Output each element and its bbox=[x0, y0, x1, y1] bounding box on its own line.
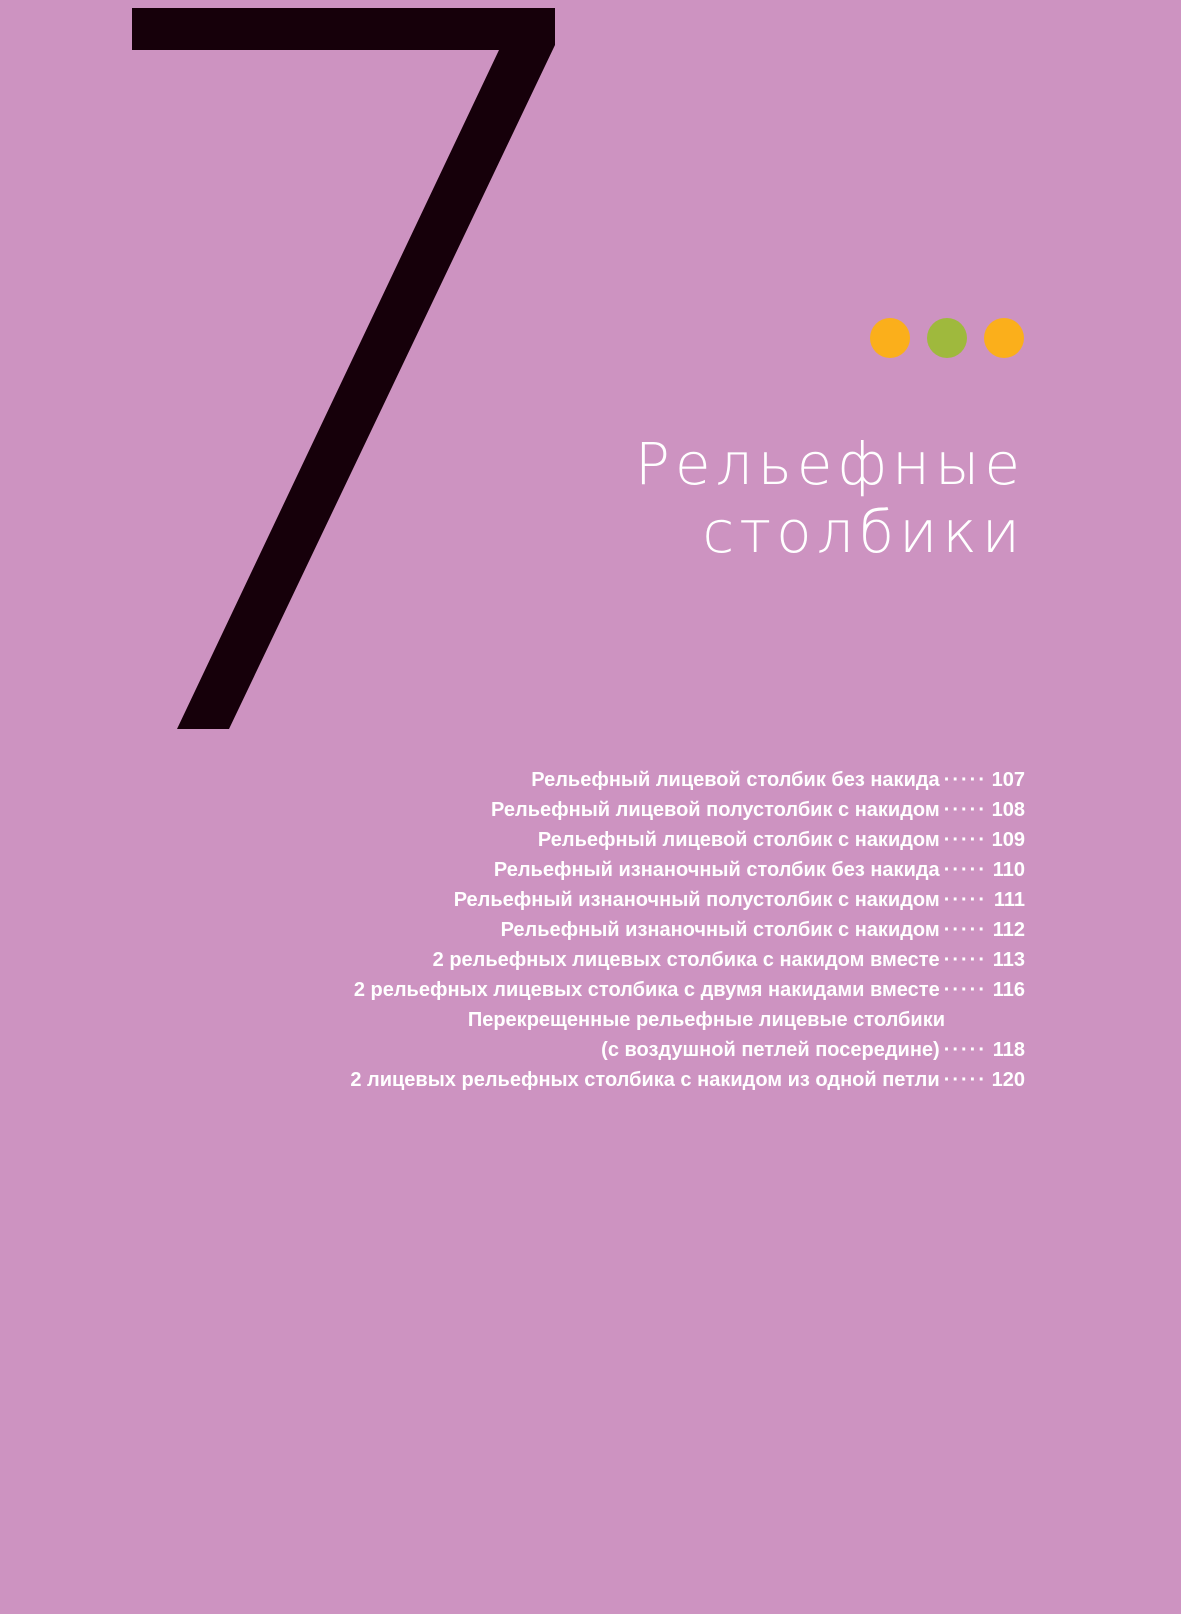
green-dot-icon bbox=[927, 318, 967, 358]
toc-item-title-line-2: (с воздушной петлей посередине) bbox=[601, 1039, 940, 1061]
toc-item[interactable] bbox=[265, 825, 1025, 855]
orange-dot-icon bbox=[870, 318, 910, 358]
toc-item-title: 2 лицевых рельефных столбика с накидом из одной петли bbox=[350, 1069, 940, 1091]
chapter-title-line-2: столбики bbox=[702, 498, 1025, 566]
toc-item[interactable] bbox=[265, 915, 1025, 945]
toc-page-number: 109 bbox=[991, 829, 1025, 851]
toc-item[interactable] bbox=[265, 975, 1025, 1005]
toc-page-number: 113 bbox=[992, 949, 1025, 971]
toc-item-title: 2 рельефных лицевых столбика с двумя накидами вместе bbox=[353, 979, 940, 1001]
toc-item[interactable] bbox=[265, 885, 1025, 915]
toc-page-number: 120 bbox=[991, 1069, 1025, 1091]
toc-item-title: 2 рельефных лицевых столбика с накидом вместе bbox=[432, 949, 940, 971]
toc-item[interactable] bbox=[265, 945, 1025, 975]
toc-leader: ····· bbox=[943, 889, 987, 911]
toc-item-title: Рельефный изнаночный полустолбик с накидом bbox=[453, 889, 940, 911]
orange-dot-icon bbox=[984, 318, 1024, 358]
toc-item-title: Рельефный изнаночный столбик без накида bbox=[493, 859, 940, 881]
toc-item-title: Рельефный лицевой полустолбик с накидом bbox=[491, 799, 940, 821]
toc-leader: ····· bbox=[943, 859, 987, 881]
chapter-title-line-1: Рельефные bbox=[634, 430, 1025, 498]
toc-page-number: 112 bbox=[992, 919, 1025, 941]
toc-item[interactable] bbox=[265, 1005, 1025, 1065]
toc-page-number: 108 bbox=[991, 799, 1025, 821]
toc-item-title: Рельефный лицевой столбик с накидом bbox=[537, 829, 940, 851]
toc-leader: ····· bbox=[943, 769, 987, 791]
toc-item[interactable] bbox=[265, 765, 1025, 795]
toc-page-number: 116 bbox=[992, 979, 1025, 1001]
toc-page-number: 107 bbox=[991, 769, 1025, 791]
chapter-title bbox=[425, 430, 1025, 566]
toc-page-number: 110 bbox=[992, 859, 1025, 881]
toc-item[interactable] bbox=[265, 795, 1025, 825]
toc-leader: ····· bbox=[943, 829, 987, 851]
toc-page-number: 118 bbox=[992, 1039, 1025, 1061]
toc-item-title: Рельефный изнаночный столбик с накидом bbox=[500, 919, 940, 941]
toc-item-title-line-1: Перекрещенные рельефные лицевые столбики bbox=[467, 1009, 945, 1031]
toc-item[interactable] bbox=[265, 855, 1025, 885]
toc-leader: ····· bbox=[943, 1039, 987, 1061]
table-of-contents bbox=[265, 765, 1025, 1095]
toc-leader: ····· bbox=[943, 979, 987, 1001]
toc-page-number: 111 bbox=[993, 889, 1025, 911]
toc-item-title: Рельефный лицевой столбик без накида bbox=[531, 769, 940, 791]
toc-leader: ····· bbox=[943, 949, 987, 971]
toc-leader: ····· bbox=[943, 919, 987, 941]
toc-item[interactable] bbox=[265, 1065, 1025, 1095]
decorative-dots bbox=[870, 318, 1026, 360]
toc-leader: ····· bbox=[943, 1069, 987, 1091]
toc-leader: ····· bbox=[943, 799, 987, 821]
chapter-number-text: 7 bbox=[0, 0, 1, 1]
numeral-seven-shape bbox=[132, 8, 555, 729]
